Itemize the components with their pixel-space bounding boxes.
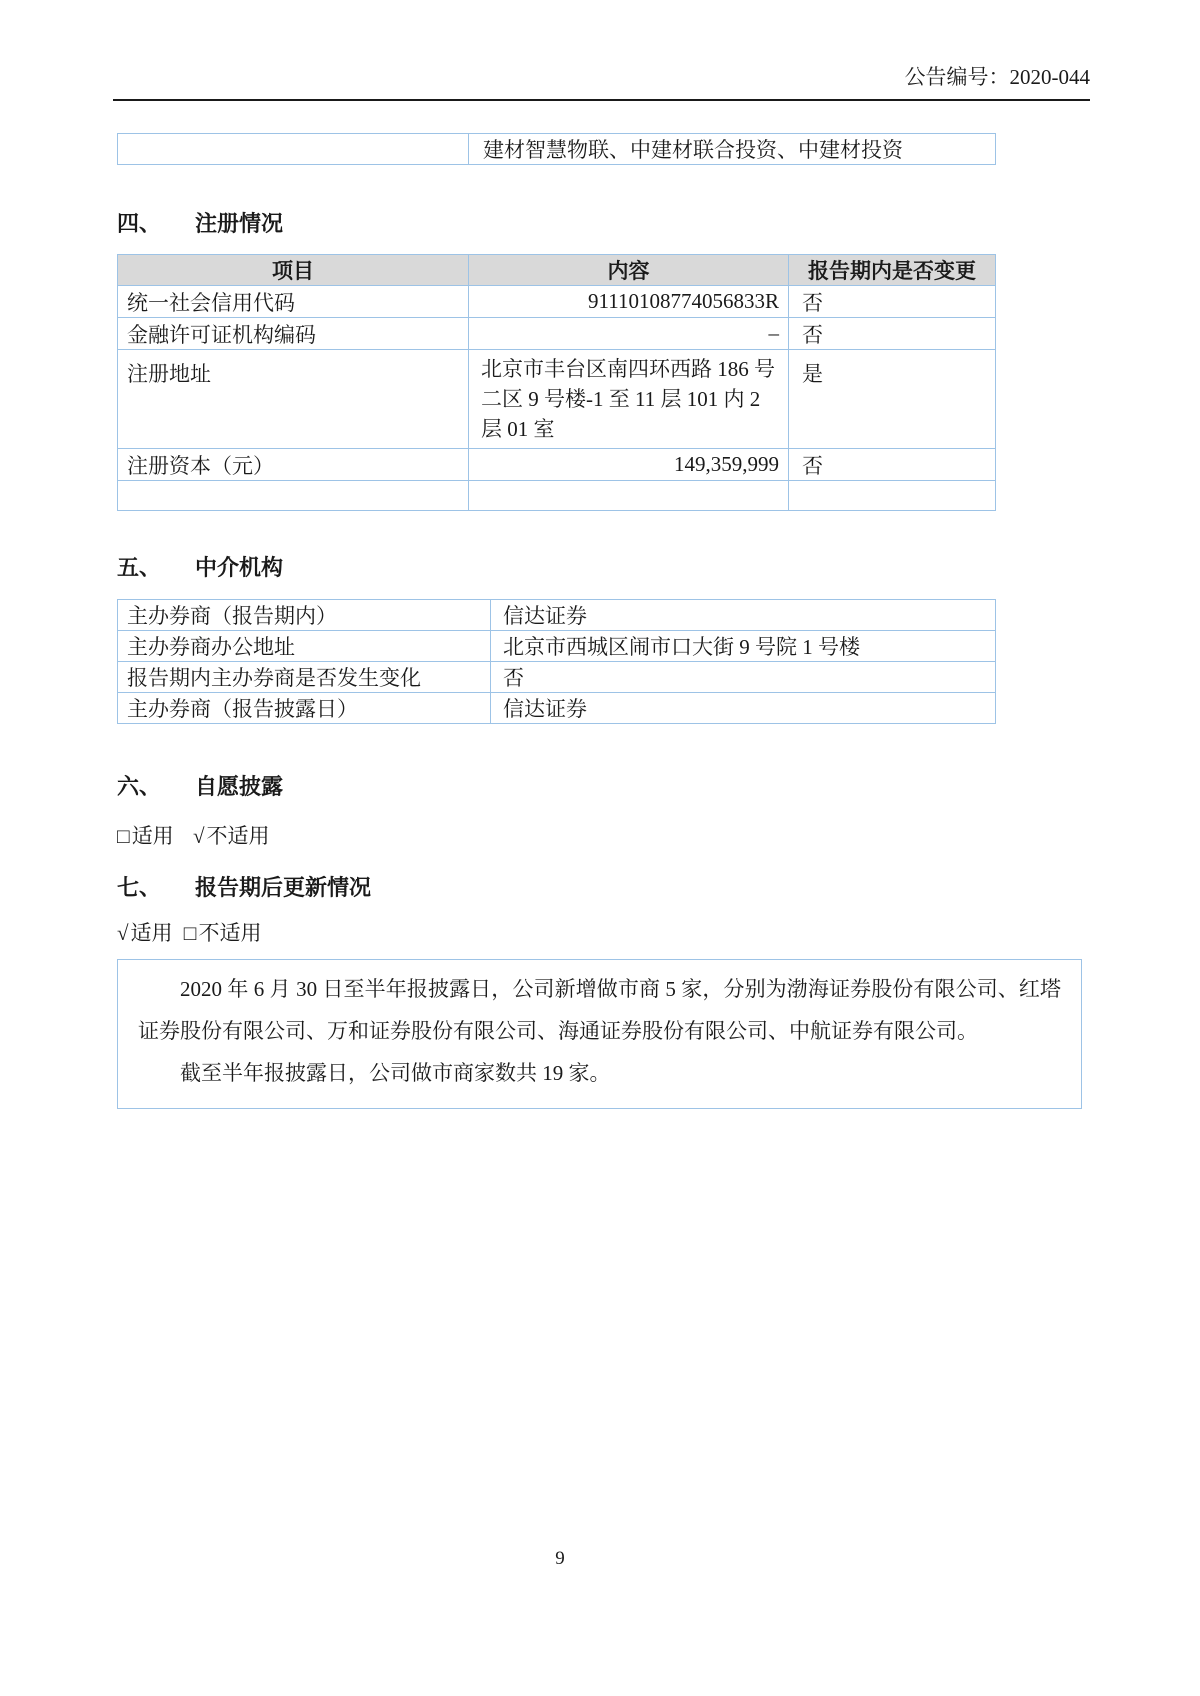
table-row <box>118 631 996 662</box>
carryover-value-cell: 建材智慧物联、中建材联合投资、中建材投资 <box>469 134 996 165</box>
announcement-number: 公告编号：2020-044 <box>904 65 1090 89</box>
item-value: – <box>469 318 789 350</box>
carryover-table <box>117 133 996 165</box>
changed-flag: 否 <box>789 449 996 481</box>
section-number: 四、 <box>117 211 162 236</box>
row-label: 主办券商（报告披露日） <box>118 693 491 724</box>
item-label: 统一社会信用代码 <box>118 286 469 318</box>
post-period-update-box <box>117 959 1082 1109</box>
carryover-empty-cell <box>118 134 469 165</box>
section-7-applicability <box>117 920 1090 946</box>
option-label: 不适用 <box>198 921 262 945</box>
update-paragraph: 截至半年报披露日，公司做市商家数共 19 家。 <box>180 1061 611 1085</box>
table-row <box>118 600 996 631</box>
section-4-heading <box>117 209 1090 239</box>
applicable-option <box>117 921 173 945</box>
table-row <box>118 481 996 511</box>
row-value: 信达证券 <box>491 600 996 631</box>
section-title: 自愿披露 <box>195 774 284 799</box>
table-row <box>118 134 996 165</box>
section-number: 六、 <box>117 774 162 799</box>
item-value: 91110108774056833R <box>469 286 789 318</box>
row-value: 信达证券 <box>491 693 996 724</box>
table-row <box>118 693 996 724</box>
section-title: 注册情况 <box>195 211 284 236</box>
section-6-heading <box>117 772 1090 802</box>
changed-flag: 是 <box>789 350 996 449</box>
intermediary-table <box>117 599 996 724</box>
item-label: 注册地址 <box>118 350 469 449</box>
registration-table <box>117 254 996 511</box>
not-applicable-option <box>184 921 262 945</box>
table-row <box>118 350 996 449</box>
col-header-content: 内容 <box>469 255 789 286</box>
section-number: 七、 <box>117 875 162 900</box>
section-6-applicability <box>117 823 1090 849</box>
checkmark-icon: √ <box>192 824 205 848</box>
changed-flag: 否 <box>789 286 996 318</box>
table-row <box>118 286 996 318</box>
col-header-item: 项目 <box>118 255 469 286</box>
changed-flag: 否 <box>789 318 996 350</box>
checkbox-empty-icon: □ <box>183 921 197 945</box>
not-applicable-option <box>193 824 270 848</box>
item-label: 金融许可证机构编码 <box>118 318 469 350</box>
item-value: 北京市丰台区南四环西路 186 号二区 9 号楼-1 至 11 层 101 内 2 层 01 室 <box>469 350 789 449</box>
page-number: 9 <box>555 1548 565 1569</box>
row-label: 主办券商（报告期内） <box>118 600 491 631</box>
section-number: 五、 <box>117 555 162 580</box>
applicable-option <box>117 824 174 848</box>
table-header-row <box>118 255 996 286</box>
section-7-heading <box>117 873 1090 903</box>
checkmark-icon: √ <box>117 921 129 945</box>
section-5-heading <box>117 553 1090 583</box>
table-row <box>118 449 996 481</box>
option-label: 不适用 <box>206 824 270 848</box>
section-title: 报告期后更新情况 <box>195 875 372 900</box>
row-value: 否 <box>491 662 996 693</box>
checkbox-empty-icon: □ <box>117 824 130 848</box>
item-value: 149,359,999 <box>469 449 789 481</box>
item-label: 注册资本（元） <box>118 449 469 481</box>
row-label: 主办券商办公地址 <box>118 631 491 662</box>
section-title: 中介机构 <box>195 555 284 580</box>
table-row <box>118 662 996 693</box>
item-value <box>469 481 789 511</box>
col-header-changed: 报告期内是否变更 <box>789 255 996 286</box>
option-label: 适用 <box>131 824 174 848</box>
item-label <box>118 481 469 511</box>
header-rule <box>113 99 1090 101</box>
row-value: 北京市西城区闹市口大街 9 号院 1 号楼 <box>491 631 996 662</box>
page-header <box>117 0 1090 90</box>
table-row <box>118 318 996 350</box>
update-paragraph: 2020 年 6 月 30 日至半年报披露日，公司新增做市商 5 家，分别为渤海证券股份有限公司、红塔证券股份有限公司、万和证券股份有限公司、海通证券股份有限公司、中航证券有限公司。 <box>138 977 1061 1043</box>
changed-flag <box>789 481 996 511</box>
option-label: 适用 <box>130 921 173 945</box>
row-label: 报告期内主办券商是否发生变化 <box>118 662 491 693</box>
